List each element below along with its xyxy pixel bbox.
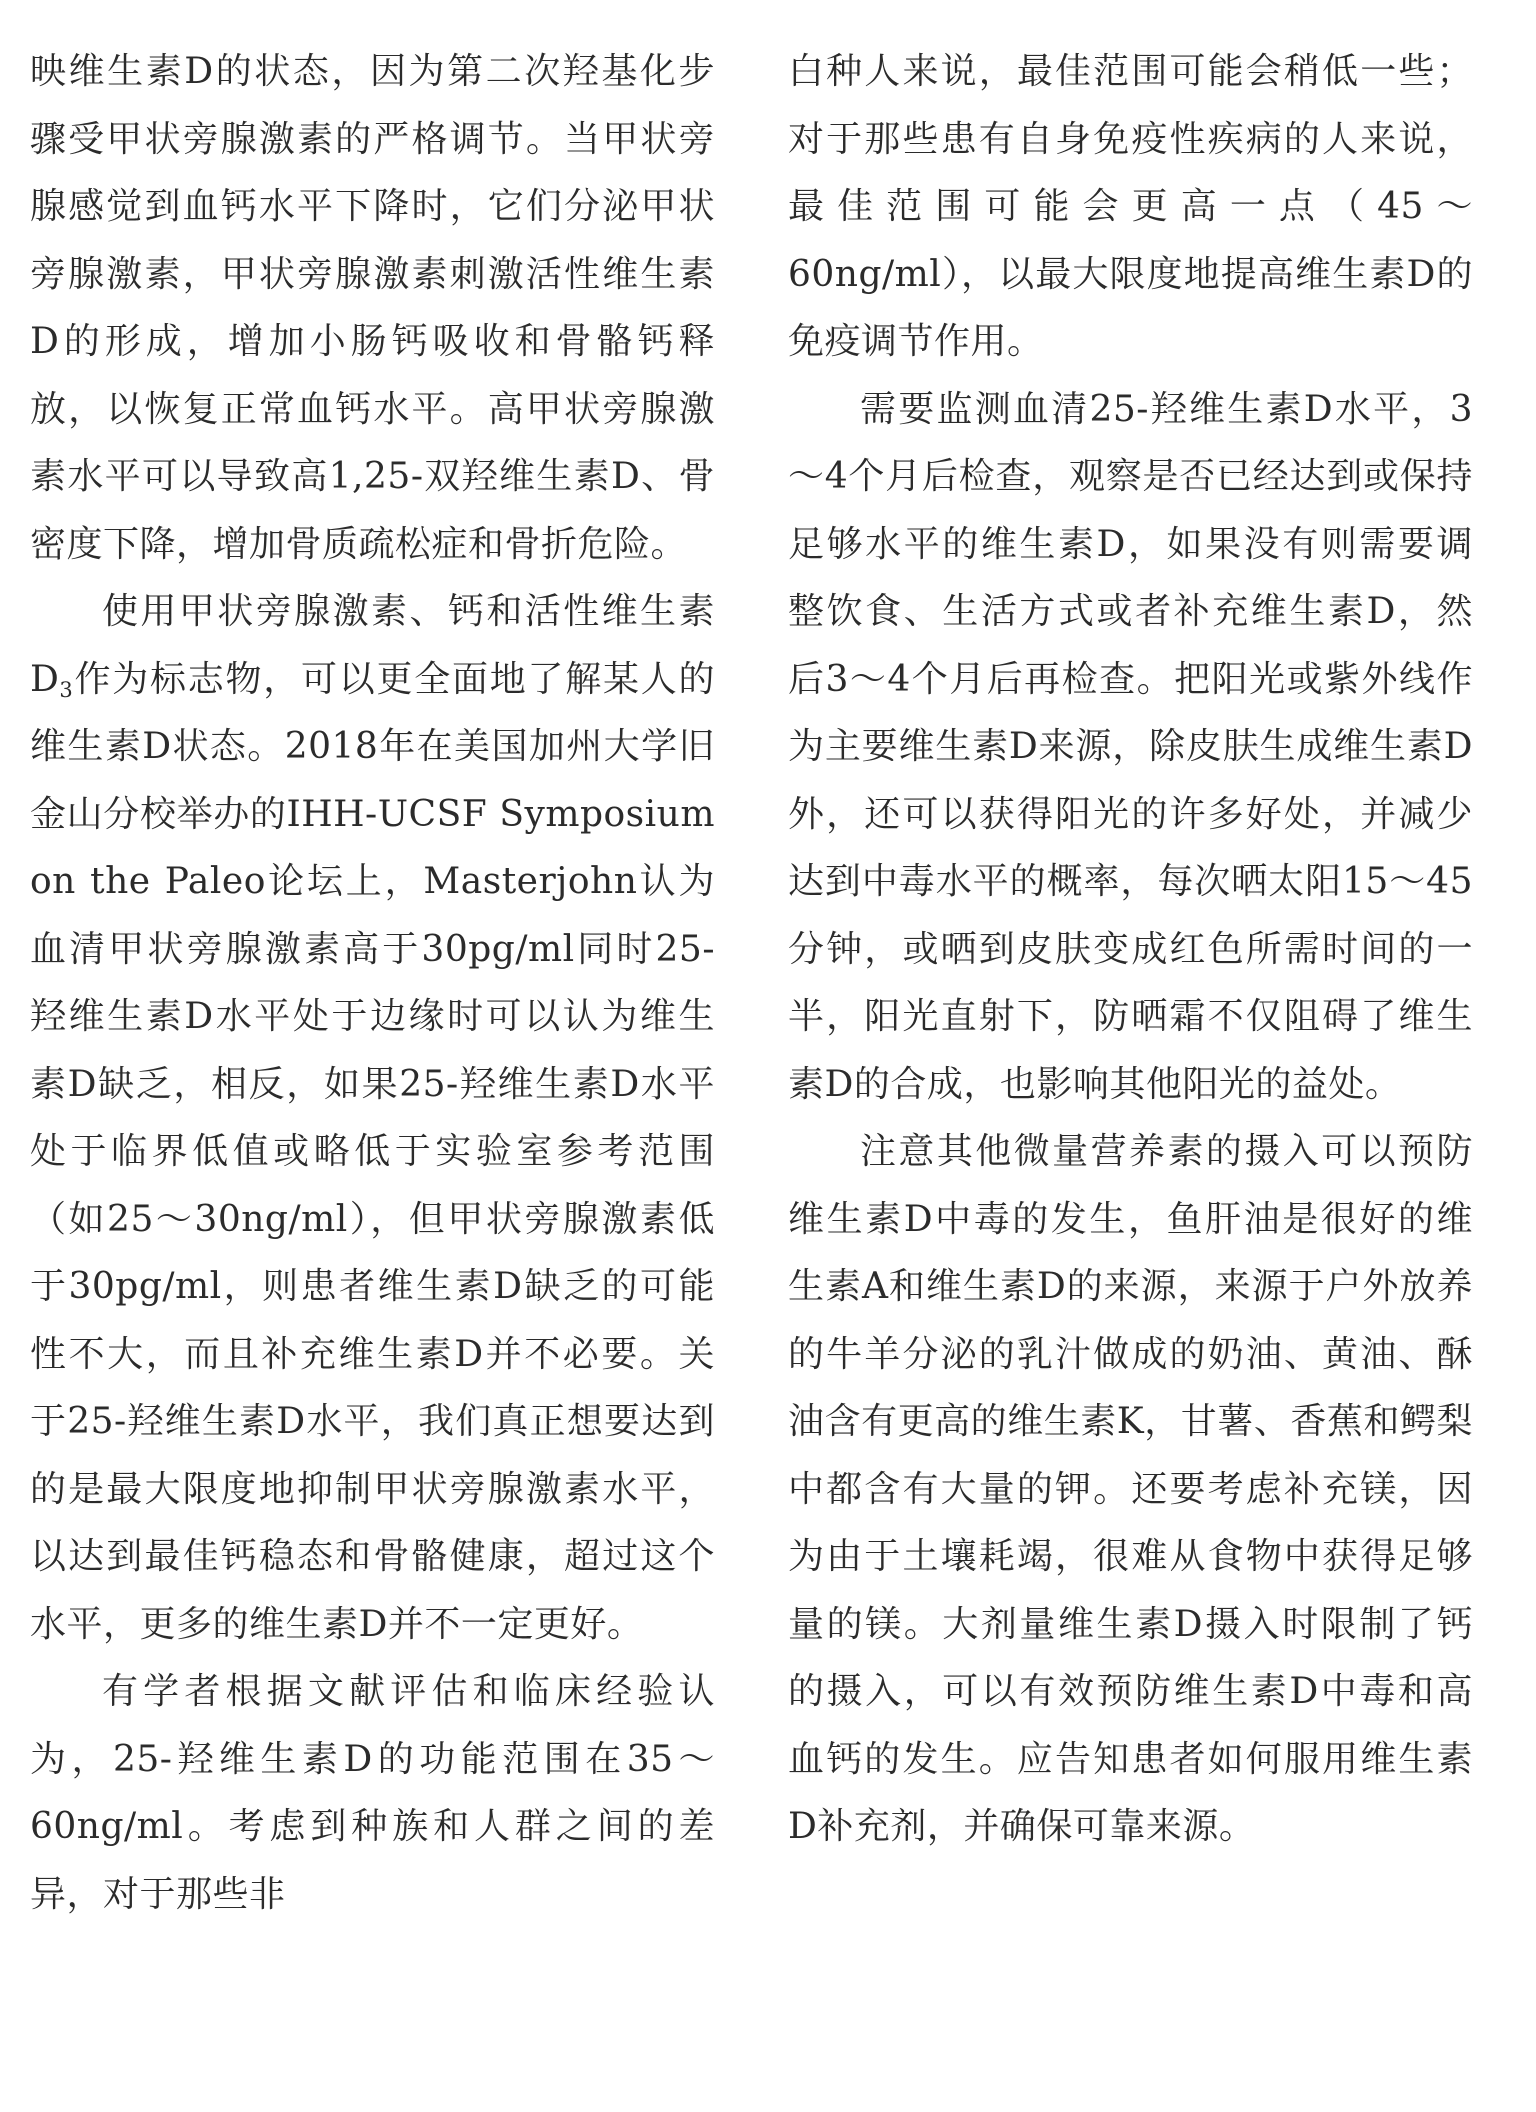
paragraph-optimal-range: 白种人来说，最佳范围可能会稍低一些；对于那些患有自身免疫性疾病的人来说，最佳范围可能会更高一点（45～60ng/ml），以最大限度地提高维生素D的免疫调节作用。 [788,51,1473,362]
paragraph-functional-range: 有学者根据文献评估和临床经验认为，25-羟维生素D的功能范围在35～60ng/ml。考虑到种族和人群之间的差异，对于那些非 [30,1671,715,1915]
paragraph-markers-body: 作为标志物，可以更全面地了解某人的维生素D状态。2018年在美国加州大学旧金山分校举办的IHH-UCSF Symposium on the Paleo论坛上，Masterjohn认为血清甲状旁腺激素高于30pg/ml同时25-羟维生素D水平处于边缘时可以认为维生素D缺乏，相反，如果25-羟维生素D水平处于临界低值或略低于实验室参考范围（如25～30ng/ml），但甲状旁腺激素低于30pg/ml，则患者维生素D缺乏的可能性不大，而且补充维生素D并不必要。关于25-羟维生素D水平，我们真正想要达到的是最大限度地抑制甲状旁腺激素水平，以达到最佳钙稳态和骨骼健康，超过这个水平，更多的维生素D并不一定更好。 [30,658,715,1645]
paragraph-monitoring-sunlight: 需要监测血清25-羟维生素D水平，3～4个月后检查，观察是否已经达到或保持足够水平的维生素D，如果没有则需要调整饮食、生活方式或者补充维生素D，然后3～4个月后再检查。把阳光或紫外线作为主要维生素D来源，除皮肤生成维生素D外，还可以获得阳光的许多好处，并减少达到中毒水平的概率，每次晒太阳15～45分钟，或晒到皮肤变成红色所需时间的一半，阳光直射下，防晒霜不仅阻碍了维生素D的合成，也影响其他阳光的益处。 [788,388,1473,1105]
left-column [30,38,715,1928]
paragraph-markers-intro: 使用甲状旁腺激素、钙和活性维生素D [30,591,715,700]
paragraph-parathyroid-regulation: 映维生素D的状态，因为第二次羟基化步骤受甲状旁腺激素的严格调节。当甲状旁腺感觉到血钙水平下降时，它们分泌甲状旁腺激素，甲状旁腺激素刺激活性维生素D的形成，增加小肠钙吸收和骨骼钙释放，以恢复正常血钙水平。高甲状旁腺激素水平可以导致高1,25-双羟维生素D、骨密度下降，增加骨质疏松症和骨折危险。 [30,51,715,565]
subscript-d3: 3 [59,677,74,702]
right-column [788,38,1473,1861]
paragraph-micronutrients: 注意其他微量营养素的摄入可以预防维生素D中毒的发生，鱼肝油是很好的维生素A和维生素D的来源，来源于户外放养的牛羊分泌的乳汁做成的奶油、黄油、酥油含有更高的维生素K，甘薯、香蕉和鳄梨中都含有大量的钾。还要考虑补充镁，因为由于土壤耗竭，很难从食物中获得足够量的镁。大剂量维生素D摄入时限制了钙的摄入，可以有效预防维生素D中毒和高血钙的发生。应告知患者如何服用维生素D补充剂，并确保可靠来源。 [788,1131,1473,1847]
paragraph-markers-symposium [30,578,715,1658]
